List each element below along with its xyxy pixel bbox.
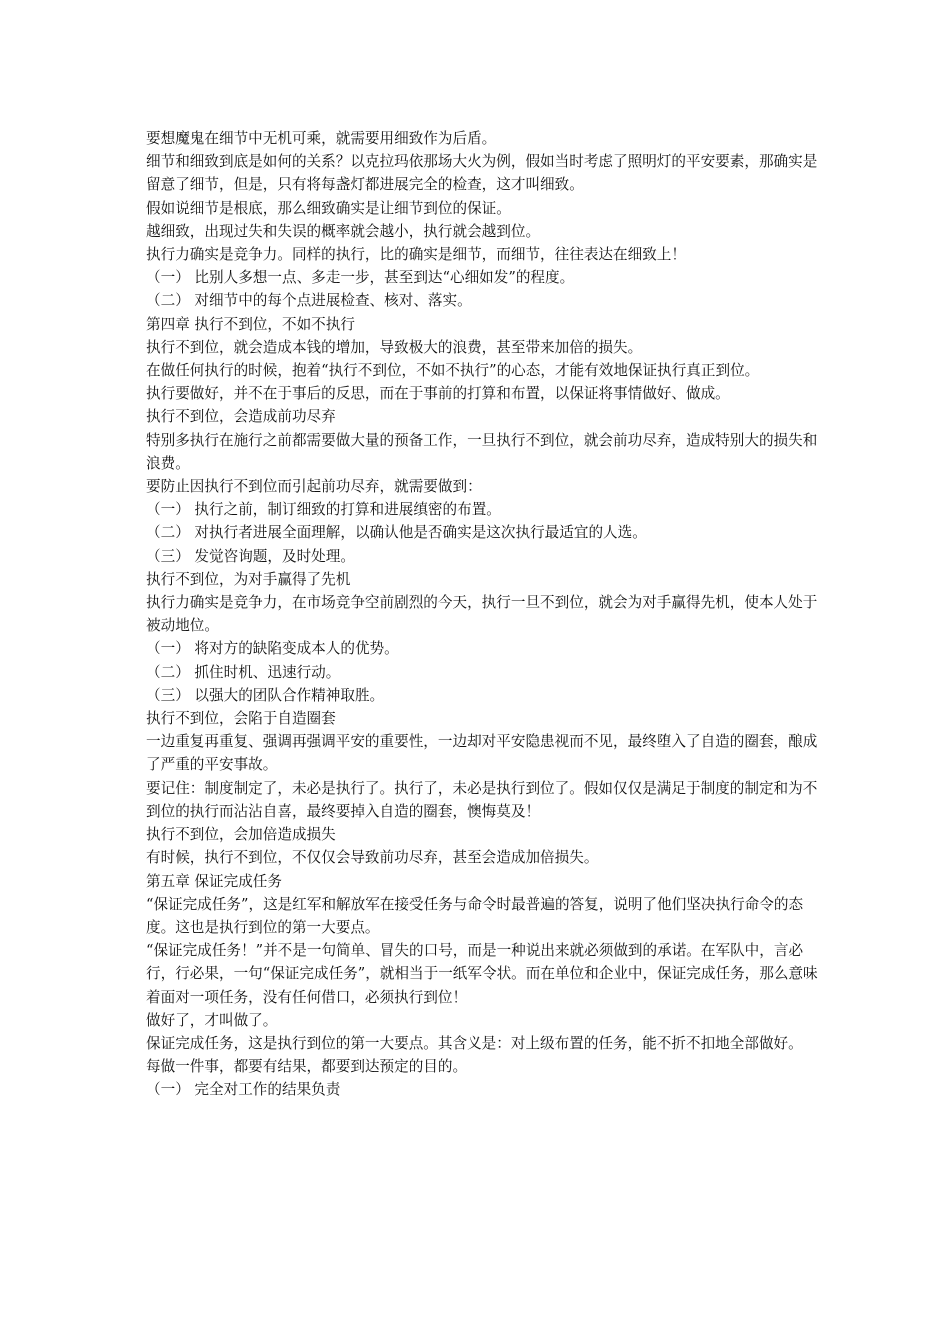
paragraph: 执行力确实是竞争力。同样的执行，比的确实是细节，而细节，往往表达在细致上！ [146,246,686,264]
paragraph: 执行不到位，就会造成本钱的增加，导致极大的浪费，甚至带来加倍的损失。 [146,338,643,356]
paragraph: 要想魔鬼在细节中无机可乘，就需要用细致作为后盾。 [146,130,497,147]
paragraph: 特别多执行在施行之前都需要做大量的预备工作，一旦执行不到位，就会前功尽弃，造成特别大的损失和浪费。 [146,431,818,472]
paragraph: “保证完成任务”，这是红军和解放军在接受任务与命令时最普遍的答复，说明了他们坚决执行命令的态度。这也是执行到位的第一大要点。 [146,895,804,936]
paragraph: 每做一件事，都要有结果，都要到达预定的目的。 [146,1058,468,1076]
section-heading: 执行不到位，为对手赢得了先机 [146,570,351,588]
list-item: （二） 对细节中的每个点进展检查、核对、落实。 [146,292,472,310]
chapter-heading: 第四章 执行不到位，不如不执行 [146,315,355,333]
paragraph: 细节和细致到底是如何的关系？以克拉玛依那场大火为例，假如当时考虑了照明灯的平安要素，那确实是留意了细节，但是，只有将每盏灯都进展完全的检查，这才叫细致。 [146,153,818,194]
list-item: （二） 对执行者进展全面理解，以确认他是否确实是这次执行最适宜的人选。 [146,524,647,542]
section-heading: 执行不到位，会造成前功尽弃 [146,408,336,426]
list-item: （一） 比别人多想一点、多走一步，甚至到达“心细如发”的程度。 [146,269,575,287]
paragraph: 要防止因执行不到位而引起前功尽弃，就需要做到： [146,478,482,496]
list-item: （三） 以强大的团队合作精神取胜。 [146,686,385,704]
paragraph: 保证完成任务，这是执行到位的第一大要点。其含义是：对上级布置的任务，能不折不扣地全部做好。 [146,1034,803,1052]
paragraph: 越细致，出现过失和失误的概率就会越小，执行就会越到位。 [146,222,541,240]
section-heading: 执行不到位，会加倍造成损失 [146,826,336,844]
list-item: （二） 抓住时机、迅速行动。 [146,663,341,681]
list-item: （一） 完全对工作的结果负责 [146,1081,341,1099]
paragraph: 做好了，才叫做了。 [146,1011,278,1029]
section-heading: 执行不到位，会陷于自造圈套 [146,710,336,728]
paragraph: “保证完成任务！”并不是一句简单、冒失的口号，而是一种说出来就必须做到的承诺。在军队中，言必行，行必果，一句“保证完成任务”，就相当于一纸军令状。而在单位和企业中，保证完成任务，那么意味着面对一项任务，没有任何借口，必须执行到位！ [146,942,818,1006]
list-item: （三） 发觉咨询题，及时处理。 [146,547,355,565]
list-item: （一） 将对方的缺陷变成本人的优势。 [146,640,399,658]
document-body [146,127,826,1102]
paragraph: 要记住：制度制定了，未必是执行了。执行了，未必是执行到位了。假如仅仅是满足于制度的制定和为不到位的执行而沾沾自喜，最终要掉入自造的圈套，懊悔莫及！ [146,779,818,820]
paragraph: 有时候，执行不到位，不仅仅会导致前功尽弃，甚至会造成加倍损失。 [146,849,599,867]
paragraph: 一边重复再重复、强调再强调平安的重要性，一边却对平安隐患视而不见，最终堕入了自造的圈套，酿成了严重的平安事故。 [146,733,818,774]
paragraph: 执行力确实是竞争力，在市场竞争空前剧烈的今天，执行一旦不到位，就会为对手赢得先机，使本人处于被动地位。 [146,594,818,635]
list-item: （一） 执行之前，制订细致的打算和进展缜密的布置。 [146,501,501,519]
paragraph: 假如说细节是根底，那么细致确实是让细节到位的保证。 [146,199,511,217]
chapter-heading: 第五章 保证完成任务 [146,872,282,890]
paragraph: 在做任何执行的时候，抱着“执行不到位，不如不执行”的心态，才能有效地保证执行真正到位。 [146,362,760,380]
paragraph: 执行要做好，并不在于事后的反思，而在于事前的打算和布置，以保证将事情做好、做成。 [146,385,730,403]
